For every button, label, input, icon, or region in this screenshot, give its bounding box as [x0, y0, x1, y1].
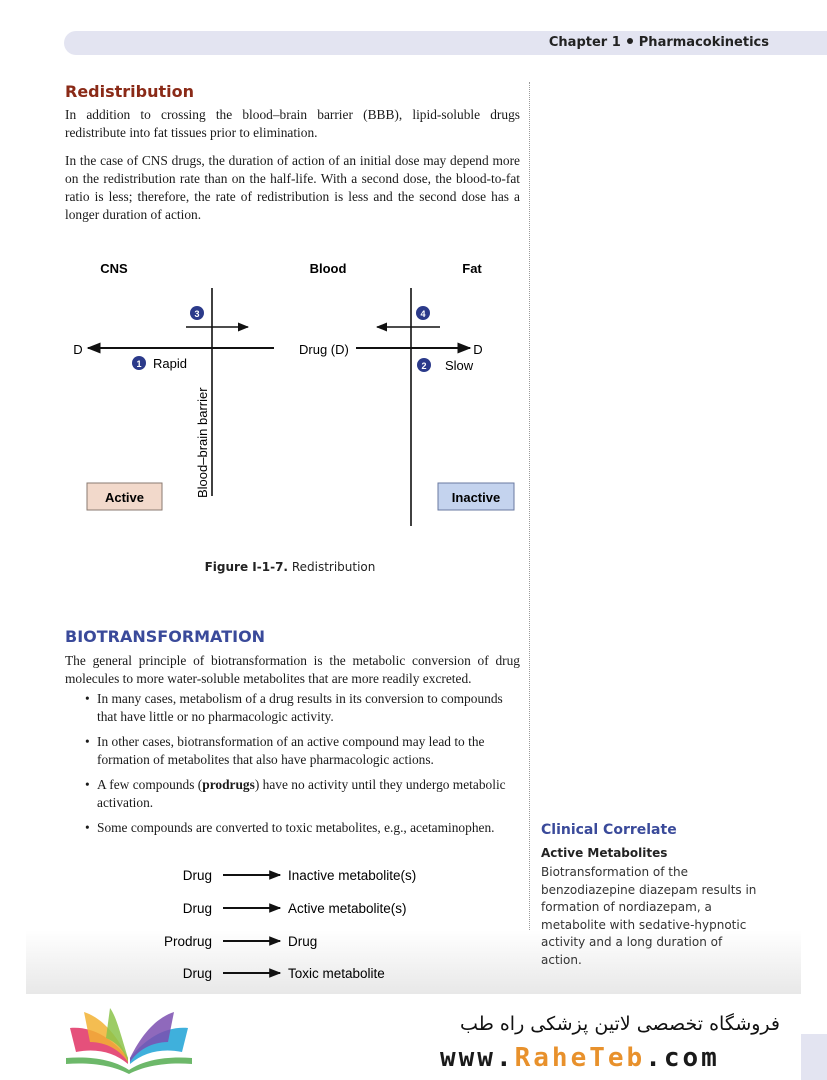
inactive-label: Inactive	[451, 490, 501, 505]
flow-to: Active metabolite(s)	[288, 901, 407, 916]
flow-from: Drug	[182, 901, 212, 916]
step-2-number: 2	[421, 361, 427, 371]
list-item: • In other cases, biotransformation of an active compound may lead to the formation of metabolites that also have pharmacologic actions.	[85, 733, 525, 769]
flow-from: Drug	[182, 868, 212, 883]
redistribution-diagram	[0, 250, 560, 540]
fat-d-label: D	[473, 342, 483, 357]
flow-to: Drug	[288, 934, 318, 949]
list-item: • Some compounds are converted to toxic metabolites, e.g., acetaminophen.	[85, 819, 525, 837]
running-header	[549, 35, 769, 50]
clinical-correlate-heading: Clinical Correlate	[541, 822, 677, 838]
blood-label: Blood	[309, 261, 347, 276]
clinical-correlate-body: Biotransformation of the benzodiazepine diazepam results in formation of nordiazepam, a metabolite with sedative-hypnotic activity and a long duration of action.	[541, 865, 757, 967]
redistribution-heading: Redistribution	[65, 82, 195, 101]
cns-d-label: D	[73, 342, 83, 357]
biotransformation-flow-diagram	[0, 858, 520, 988]
book-logo-icon	[62, 1008, 197, 1074]
watermark-url: www.RaheTeb.com	[440, 1043, 720, 1073]
figure-caption-label: Figure I-1-7.	[204, 560, 288, 574]
cns-label: CNS	[100, 261, 128, 276]
biotransformation-heading: BIOTRANSFORMATION	[65, 627, 266, 646]
redistribution-paragraph-2: In the case of CNS drugs, the duration of action of an initial dose may depend more on the redistribution rate than on the half-life. With a second dose, the blood-to-fat ratio is less; therefore, the rate of redistribution is less and the second dose has a longer duration of action.	[65, 153, 520, 222]
rapid-label: Rapid	[153, 356, 187, 371]
step-3-number: 3	[194, 309, 200, 319]
bullet-dot-icon	[627, 38, 633, 44]
flow-row-4	[183, 966, 385, 981]
watermark-persian-text: فروشگاه تخصصی لاتین پزشکی راه طب	[460, 1013, 780, 1035]
chapter-title: Pharmacokinetics	[638, 35, 769, 50]
figure-caption-text: Redistribution	[291, 560, 376, 574]
prodrugs-term: prodrugs	[202, 777, 255, 792]
flow-row-1	[183, 868, 417, 883]
figure-caption	[0, 560, 580, 574]
fat-label: Fat	[462, 261, 482, 276]
flow-row-2	[183, 901, 407, 916]
drug-d-label: Drug (D)	[299, 342, 349, 357]
page-corner-tab	[801, 1034, 827, 1080]
flow-row-3	[164, 934, 317, 949]
slow-label: Slow	[445, 358, 474, 373]
step-4-number: 4	[420, 309, 426, 319]
biotransformation-bullet-list	[85, 690, 525, 844]
flow-to: Inactive metabolite(s)	[288, 868, 417, 883]
bbb-label: Blood–brain barrier	[195, 387, 210, 498]
list-item: • A few compounds (prodrugs) have no activity until they undergo metabolic activation.	[85, 776, 525, 812]
chapter-number: Chapter 1	[548, 35, 621, 50]
clinical-correlate-subheading: Active Metabolites	[541, 846, 668, 860]
flow-from: Drug	[182, 966, 212, 981]
flow-from: Prodrug	[163, 934, 212, 949]
biotransformation-intro: The general principle of biotransformation is the metabolic conversion of drug molecules to more water-soluble metabolites that are more readily excreted.	[65, 653, 520, 686]
active-label: Active	[104, 490, 145, 505]
step-1-number: 1	[136, 359, 142, 369]
list-item: • In many cases, metabolism of a drug results in its conversion to compounds that have little or no pharmacologic activity.	[85, 690, 525, 726]
redistribution-paragraph-1: In addition to crossing the blood–brain barrier (BBB), lipid-soluble drugs redistribute into fat tissues prior to elimination.	[65, 107, 520, 140]
flow-to: Toxic metabolite	[288, 966, 385, 981]
